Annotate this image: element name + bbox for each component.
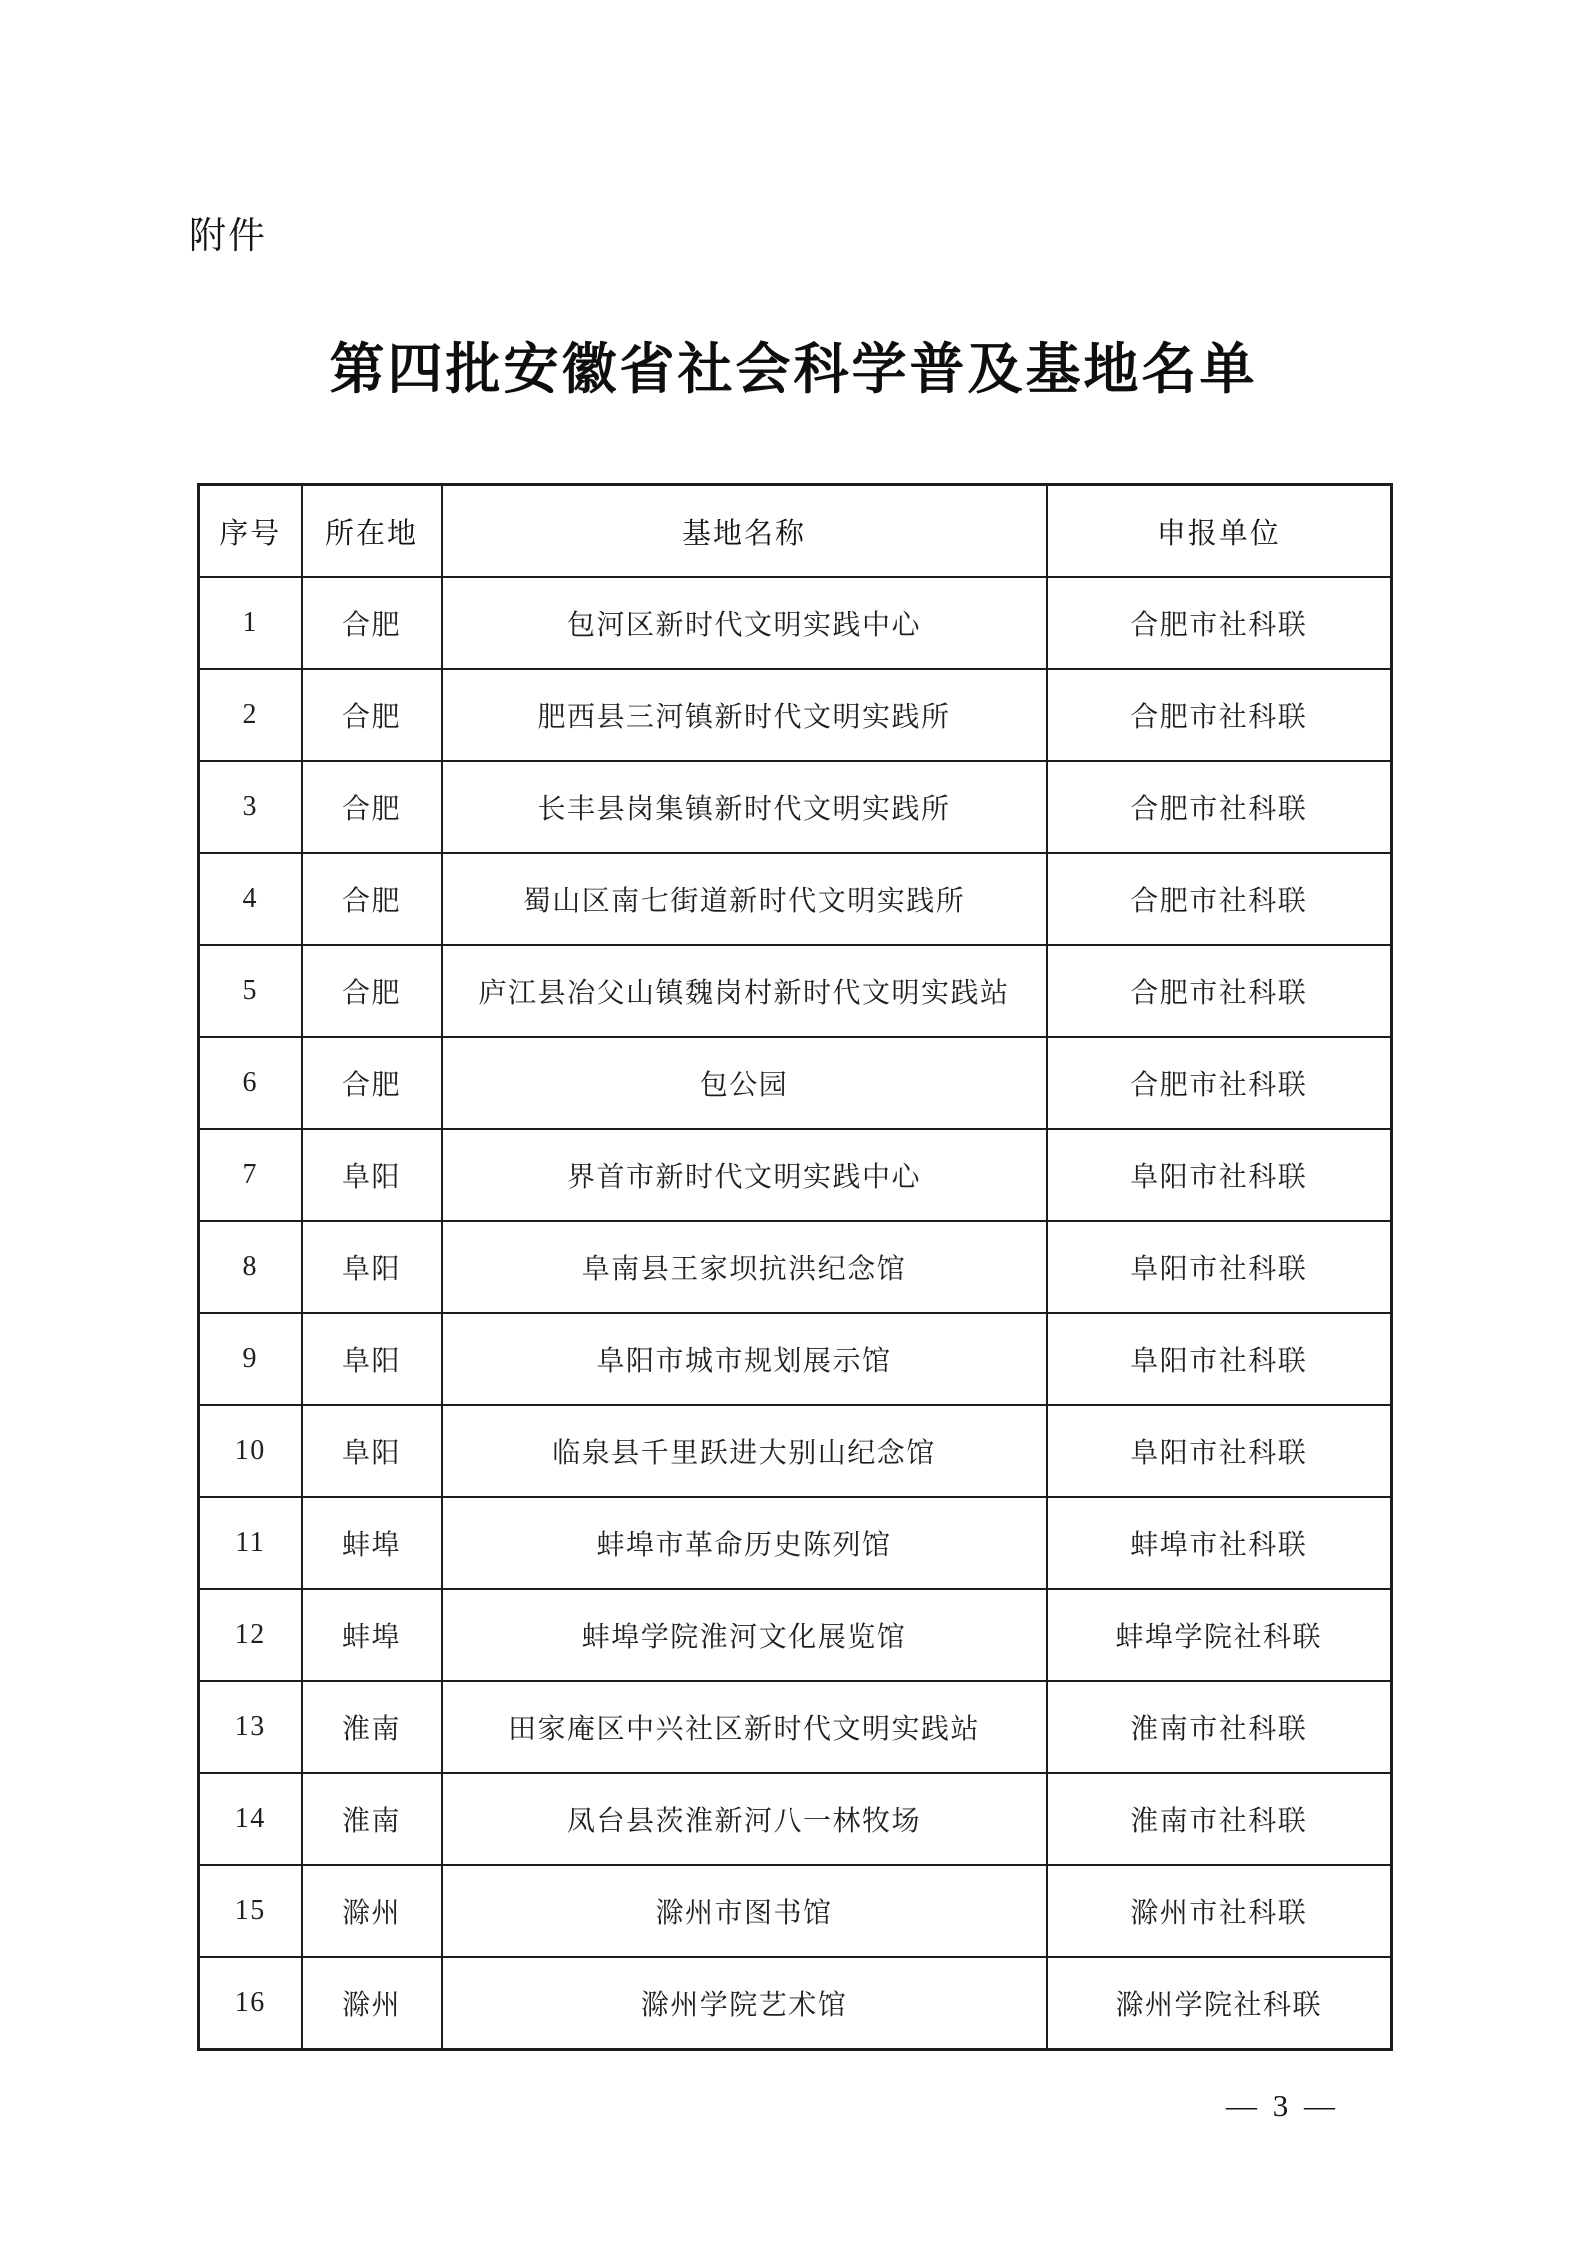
cell-row-number: 7 bbox=[199, 1129, 302, 1221]
cell-base-name: 阜南县王家坝抗洪纪念馆 bbox=[442, 1221, 1047, 1313]
cell-unit: 蚌埠市社科联 bbox=[1047, 1497, 1392, 1589]
cell-location: 合肥 bbox=[302, 577, 442, 669]
cell-base-name: 田家庵区中兴社区新时代文明实践站 bbox=[442, 1681, 1047, 1773]
table-row bbox=[199, 1589, 1392, 1681]
cell-base-name: 界首市新时代文明实践中心 bbox=[442, 1129, 1047, 1221]
table-row bbox=[199, 1221, 1392, 1313]
attachment-label: 附件 bbox=[189, 215, 267, 256]
cell-row-number: 1 bbox=[199, 577, 302, 669]
header-base: 基地名称 bbox=[442, 485, 1047, 578]
cell-unit: 淮南市社科联 bbox=[1047, 1681, 1392, 1773]
cell-row-number: 16 bbox=[199, 1957, 302, 2050]
cell-base-name: 滁州学院艺术馆 bbox=[442, 1957, 1047, 2050]
page-number: — 3 — bbox=[1226, 2088, 1339, 2123]
table-row bbox=[199, 1773, 1392, 1865]
cell-unit: 阜阳市社科联 bbox=[1047, 1313, 1392, 1405]
cell-row-number: 13 bbox=[199, 1681, 302, 1773]
cell-row-number: 9 bbox=[199, 1313, 302, 1405]
cell-row-number: 5 bbox=[199, 945, 302, 1037]
cell-base-name: 蚌埠学院淮河文化展览馆 bbox=[442, 1589, 1047, 1681]
cell-unit: 合肥市社科联 bbox=[1047, 1037, 1392, 1129]
table-row bbox=[199, 1129, 1392, 1221]
table-row bbox=[199, 669, 1392, 761]
cell-row-number: 10 bbox=[199, 1405, 302, 1497]
cell-location: 蚌埠 bbox=[302, 1589, 442, 1681]
header-location: 所在地 bbox=[302, 485, 442, 578]
table-header bbox=[199, 485, 1392, 578]
cell-row-number: 12 bbox=[199, 1589, 302, 1681]
table-row bbox=[199, 853, 1392, 945]
cell-base-name: 滁州市图书馆 bbox=[442, 1865, 1047, 1957]
table-row bbox=[199, 761, 1392, 853]
cell-location: 合肥 bbox=[302, 669, 442, 761]
cell-location: 阜阳 bbox=[302, 1313, 442, 1405]
cell-location: 淮南 bbox=[302, 1681, 442, 1773]
cell-location: 淮南 bbox=[302, 1773, 442, 1865]
cell-row-number: 2 bbox=[199, 669, 302, 761]
cell-location: 合肥 bbox=[302, 945, 442, 1037]
cell-base-name: 凤台县茨淮新河八一林牧场 bbox=[442, 1773, 1047, 1865]
cell-location: 阜阳 bbox=[302, 1405, 442, 1497]
cell-unit: 阜阳市社科联 bbox=[1047, 1129, 1392, 1221]
table-row bbox=[199, 945, 1392, 1037]
cell-unit: 淮南市社科联 bbox=[1047, 1773, 1392, 1865]
cell-row-number: 6 bbox=[199, 1037, 302, 1129]
cell-unit: 合肥市社科联 bbox=[1047, 761, 1392, 853]
cell-base-name: 庐江县冶父山镇魏岗村新时代文明实践站 bbox=[442, 945, 1047, 1037]
cell-unit: 合肥市社科联 bbox=[1047, 669, 1392, 761]
table-header-row bbox=[199, 485, 1392, 578]
cell-row-number: 11 bbox=[199, 1497, 302, 1589]
table-row bbox=[199, 1313, 1392, 1405]
cell-unit: 蚌埠学院社科联 bbox=[1047, 1589, 1392, 1681]
cell-base-name: 蜀山区南七街道新时代文明实践所 bbox=[442, 853, 1047, 945]
table-row bbox=[199, 1405, 1392, 1497]
base-list-table bbox=[197, 483, 1393, 2051]
cell-location: 蚌埠 bbox=[302, 1497, 442, 1589]
cell-unit: 滁州市社科联 bbox=[1047, 1865, 1392, 1957]
cell-unit: 阜阳市社科联 bbox=[1047, 1221, 1392, 1313]
cell-location: 滁州 bbox=[302, 1957, 442, 2050]
table-row bbox=[199, 577, 1392, 669]
header-no: 序号 bbox=[199, 485, 302, 578]
cell-location: 阜阳 bbox=[302, 1129, 442, 1221]
table-row bbox=[199, 1497, 1392, 1589]
cell-row-number: 3 bbox=[199, 761, 302, 853]
cell-base-name: 蚌埠市革命历史陈列馆 bbox=[442, 1497, 1047, 1589]
cell-row-number: 4 bbox=[199, 853, 302, 945]
table-row bbox=[199, 1681, 1392, 1773]
cell-location: 合肥 bbox=[302, 853, 442, 945]
cell-location: 滁州 bbox=[302, 1865, 442, 1957]
table-row bbox=[199, 1865, 1392, 1957]
cell-location: 合肥 bbox=[302, 761, 442, 853]
page-title: 第四批安徽省社会科学普及基地名单 bbox=[329, 338, 1258, 400]
cell-base-name: 肥西县三河镇新时代文明实践所 bbox=[442, 669, 1047, 761]
cell-location: 合肥 bbox=[302, 1037, 442, 1129]
header-unit: 申报单位 bbox=[1047, 485, 1392, 578]
cell-base-name: 阜阳市城市规划展示馆 bbox=[442, 1313, 1047, 1405]
cell-unit: 合肥市社科联 bbox=[1047, 577, 1392, 669]
table-row bbox=[199, 1037, 1392, 1129]
cell-unit: 合肥市社科联 bbox=[1047, 853, 1392, 945]
cell-row-number: 8 bbox=[199, 1221, 302, 1313]
cell-base-name: 长丰县岗集镇新时代文明实践所 bbox=[442, 761, 1047, 853]
cell-base-name: 包公园 bbox=[442, 1037, 1047, 1129]
cell-unit: 滁州学院社科联 bbox=[1047, 1957, 1392, 2050]
cell-unit: 阜阳市社科联 bbox=[1047, 1405, 1392, 1497]
cell-row-number: 15 bbox=[199, 1865, 302, 1957]
cell-row-number: 14 bbox=[199, 1773, 302, 1865]
cell-base-name: 包河区新时代文明实践中心 bbox=[442, 577, 1047, 669]
cell-unit: 合肥市社科联 bbox=[1047, 945, 1392, 1037]
cell-base-name: 临泉县千里跃进大别山纪念馆 bbox=[442, 1405, 1047, 1497]
cell-location: 阜阳 bbox=[302, 1221, 442, 1313]
table-row bbox=[199, 1957, 1392, 2050]
table-body bbox=[199, 577, 1392, 2050]
